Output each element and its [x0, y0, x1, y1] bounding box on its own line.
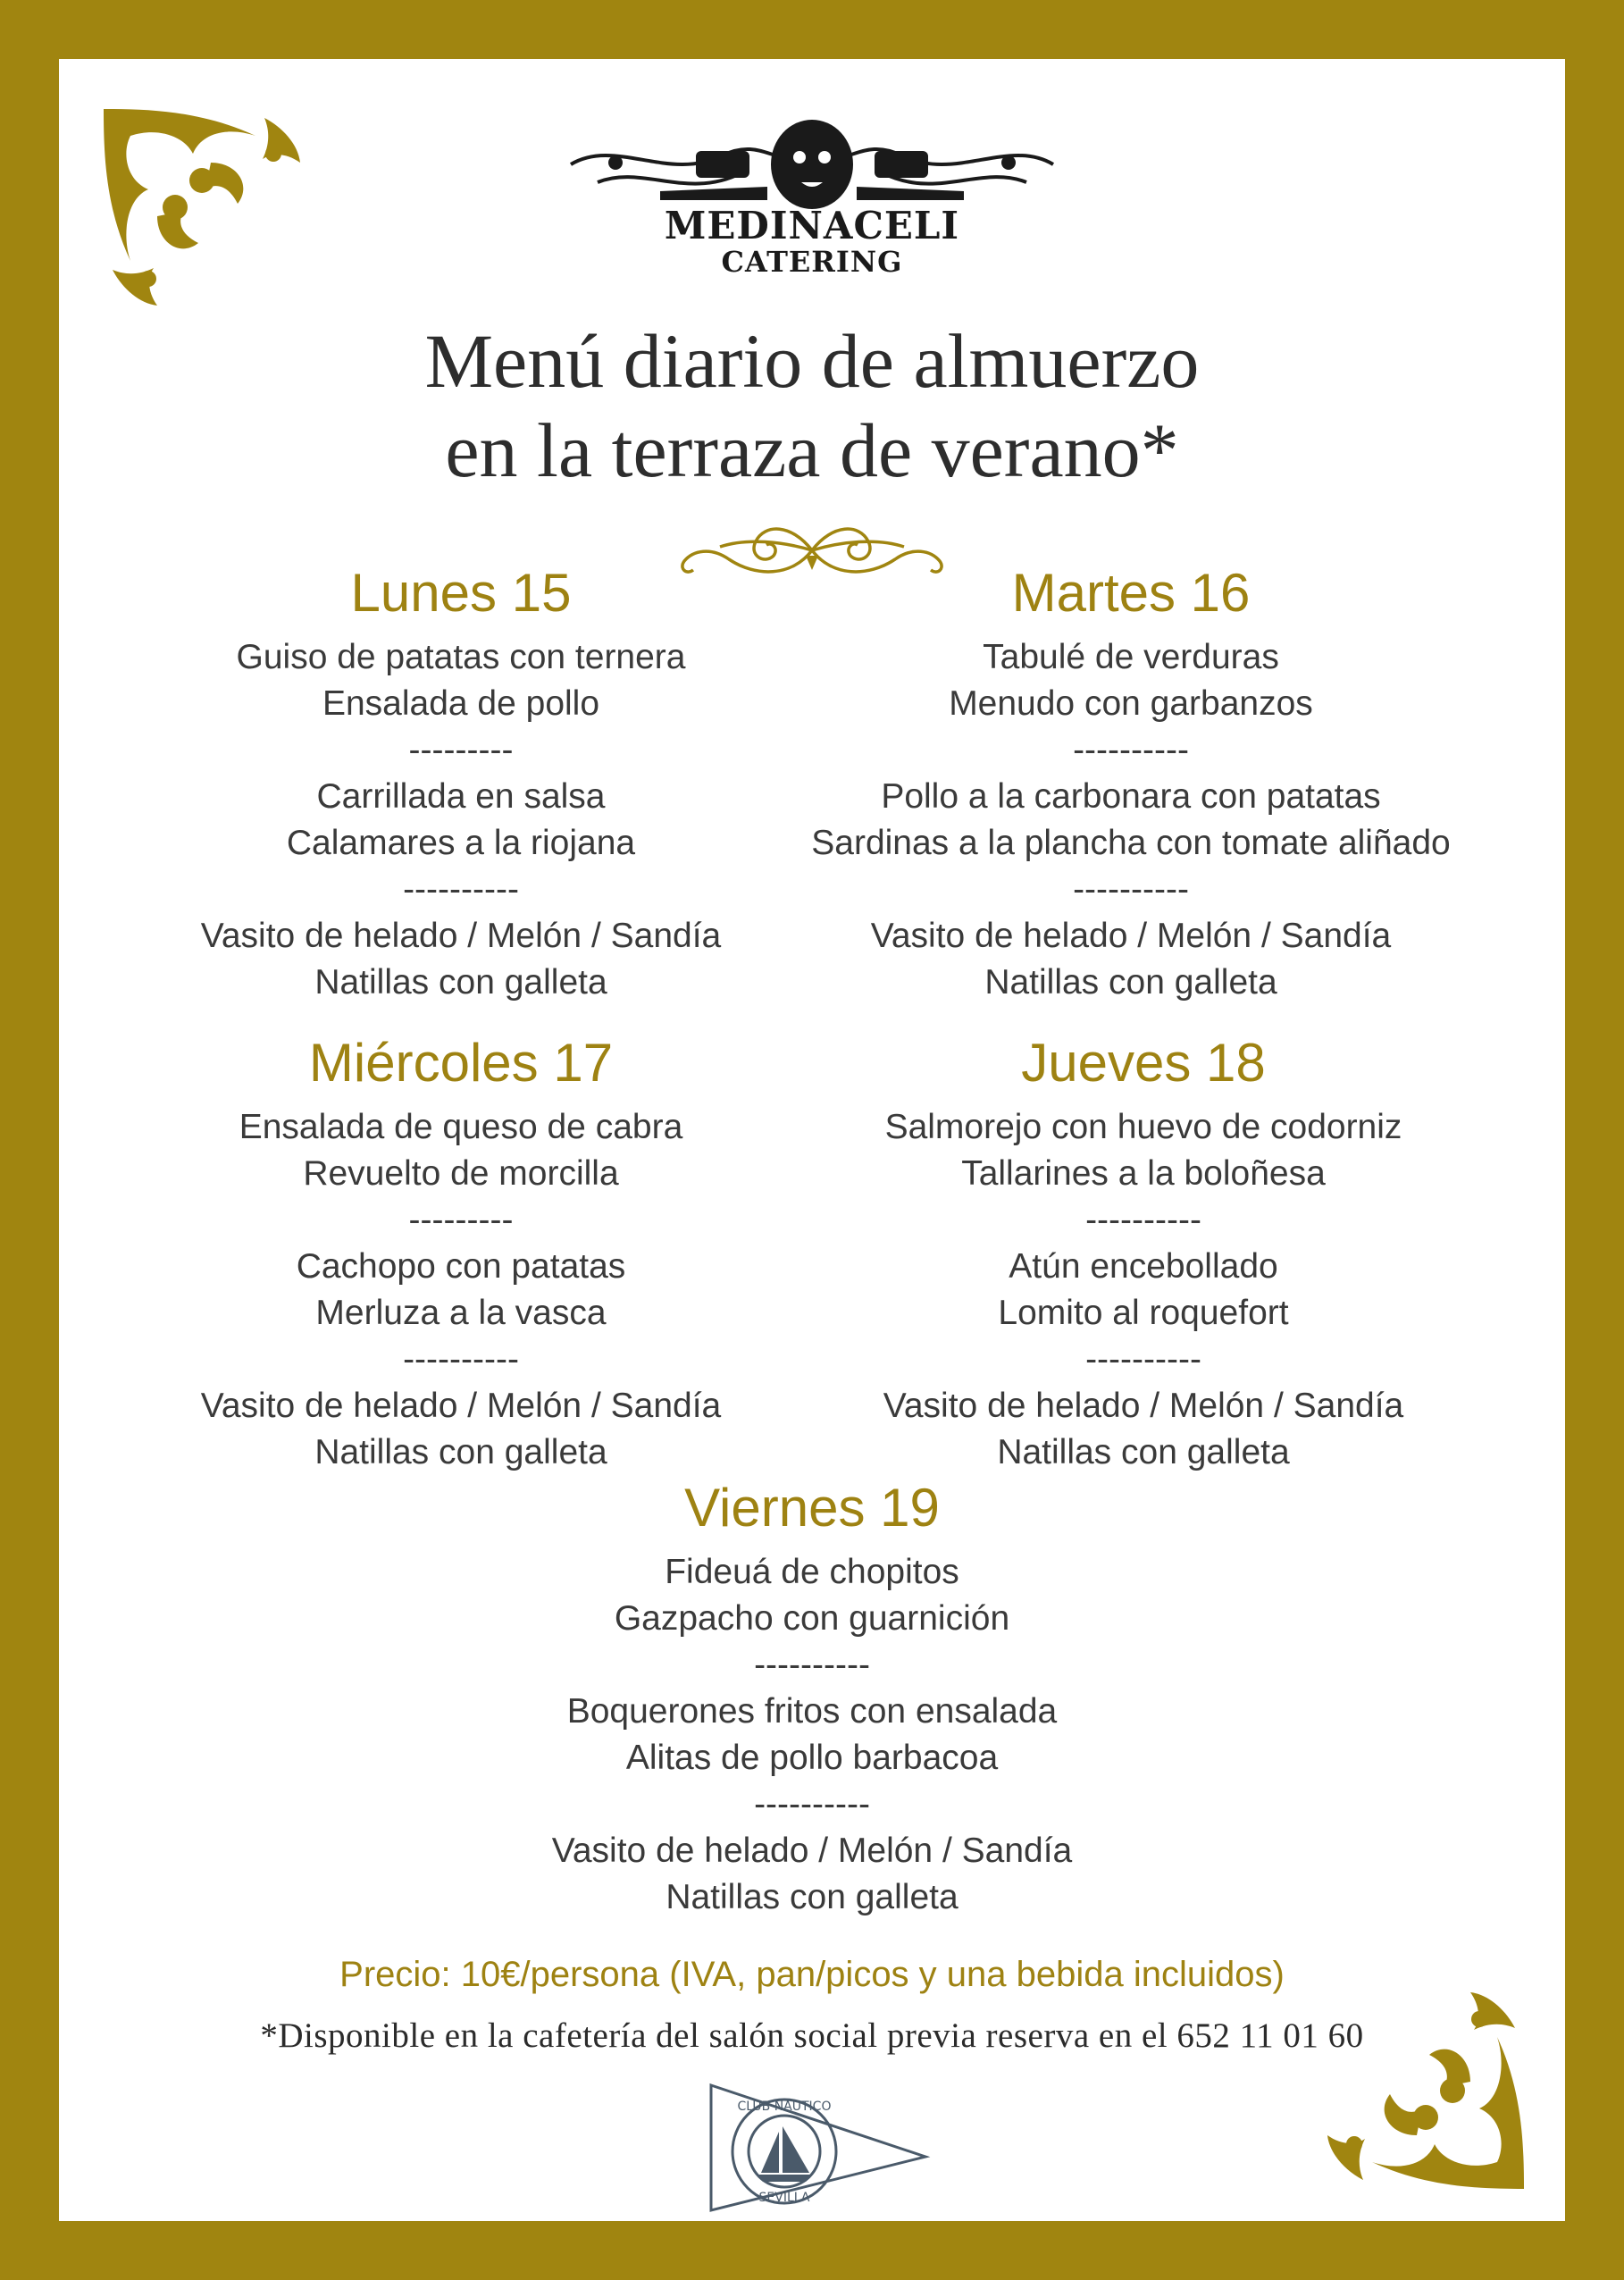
- menu-line: Vasito de helado / Melón / Sandía: [883, 1387, 1404, 1425]
- menu-line: Vasito de helado / Melón / Sandía: [551, 1832, 1073, 1870]
- menu-line: Salmorejo con huevo de codorniz: [884, 1108, 1402, 1146]
- menu-line: Natillas con galleta: [314, 963, 607, 1002]
- day-heading: Viernes 19: [684, 1478, 940, 1538]
- menu-line: Menudo con garbanzos: [949, 684, 1313, 723]
- day-menu-martes: [791, 559, 1470, 1006]
- menu-line: Calamares a la riojana: [286, 824, 636, 862]
- day-heading: Martes 16: [1011, 563, 1251, 623]
- menu-line: Tabulé de verduras: [983, 638, 1279, 676]
- availability-note: *Disponible en la cafetería del salón social previa reserva en el 652 11 01 60: [260, 2016, 1364, 2055]
- menu-line: Ensalada de queso de cabra: [239, 1108, 683, 1146]
- club-logo-top-text: CLUB NAUTICO: [737, 2100, 832, 2114]
- menu-line: Lomito al roquefort: [998, 1294, 1289, 1332]
- menu-line: Natillas con galleta: [666, 1878, 958, 1916]
- brand-subtitle: CATERING: [721, 245, 903, 279]
- club-logo-bottom-text: SEVILLA: [758, 2191, 810, 2205]
- menu-line: Natillas con galleta: [997, 1433, 1290, 1471]
- menu-separator: ---------: [408, 1201, 514, 1239]
- menu-line: Tallarines a la boloñesa: [961, 1154, 1326, 1193]
- page-title-line-1: Menú diario de almuerzo: [424, 318, 1200, 404]
- menu-line: Guiso de patatas con ternera: [236, 638, 686, 676]
- menu-separator: ----------: [1073, 870, 1189, 909]
- menu-separator: ----------: [1085, 1340, 1201, 1379]
- menu-line: Ensalada de pollo: [322, 684, 600, 723]
- menu-page: [59, 59, 1565, 2221]
- day-heading: Miércoles 17: [308, 1033, 614, 1093]
- menu-line: Fideuá de chopitos: [665, 1553, 959, 1591]
- day-menu-lunes: [121, 559, 800, 1006]
- price-line: Precio: 10€/persona (IVA, pan/picos y una bebida incluidos): [339, 1955, 1285, 1994]
- menu-line: Natillas con galleta: [314, 1433, 607, 1471]
- day-menu-miercoles: [121, 1029, 800, 1476]
- menu-separator: ----------: [403, 870, 519, 909]
- menu-line: Pollo a la carbonara con patatas: [881, 777, 1381, 816]
- menu-line: Carrillada en salsa: [316, 777, 606, 816]
- menu-line: Atún encebollado: [1009, 1247, 1278, 1286]
- menu-line: Alitas de pollo barbacoa: [625, 1739, 999, 1777]
- brand-name: MEDINACELI: [664, 204, 960, 247]
- menu-line: Boquerones fritos con ensalada: [566, 1692, 1058, 1731]
- menu-line: Merluza a la vasca: [315, 1294, 607, 1332]
- menu-line: Revuelto de morcilla: [303, 1154, 619, 1193]
- menu-line: Gazpacho con guarnición: [614, 1599, 1010, 1638]
- menu-line: Natillas con galleta: [984, 963, 1277, 1002]
- menu-line: Vasito de helado / Melón / Sandía: [870, 917, 1392, 955]
- menu-separator: ----------: [1073, 731, 1189, 769]
- day-menu-jueves: [804, 1029, 1483, 1476]
- page-title-line-2: en la terraza de verano*: [445, 407, 1179, 493]
- day-heading: Jueves 18: [1021, 1033, 1266, 1093]
- menu-line: Sardinas a la plancha con tomate aliñado: [811, 824, 1451, 862]
- day-menu-viernes: [473, 1474, 1151, 1921]
- menu-separator: ----------: [754, 1785, 870, 1823]
- day-heading: Lunes 15: [350, 563, 572, 623]
- menu-line: Vasito de helado / Melón / Sandía: [200, 1387, 722, 1425]
- menu-separator: ----------: [403, 1340, 519, 1379]
- menu-separator: ---------: [408, 731, 514, 769]
- menu-line: Vasito de helado / Melón / Sandía: [200, 917, 722, 955]
- menu-separator: ----------: [1085, 1201, 1201, 1239]
- menu-separator: ----------: [754, 1646, 870, 1684]
- menu-line: Cachopo con patatas: [296, 1247, 626, 1286]
- pennant-logo-icon: [702, 2076, 934, 2219]
